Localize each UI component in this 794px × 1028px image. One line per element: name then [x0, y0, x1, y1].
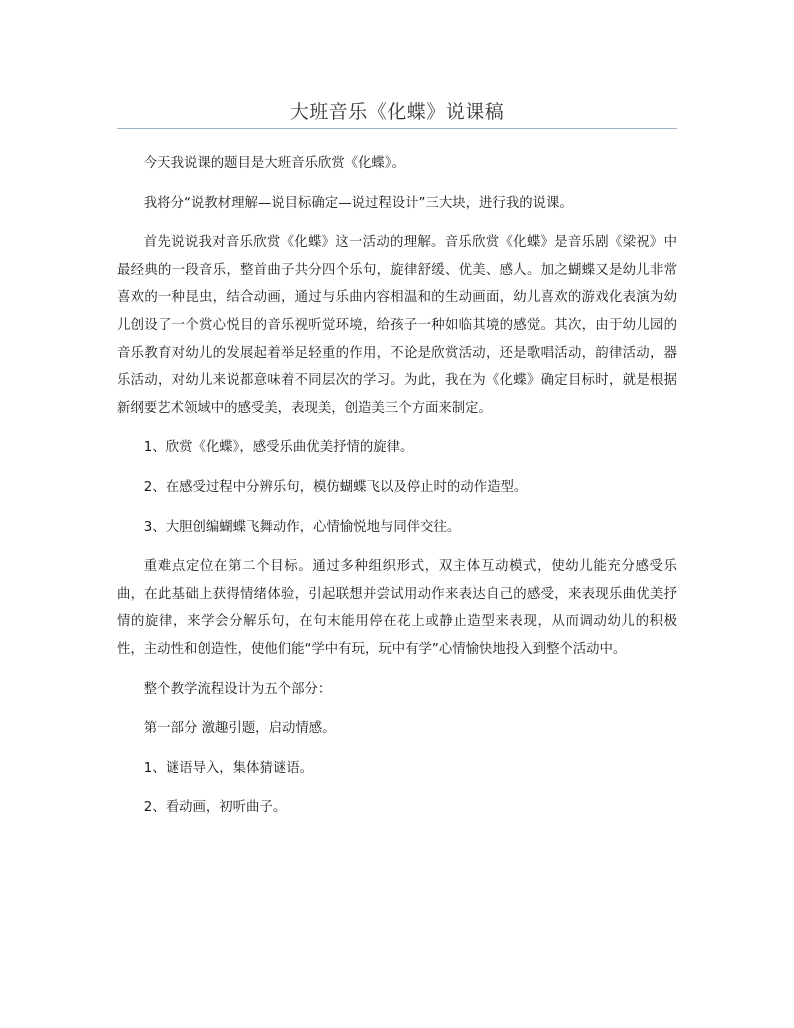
- paragraph: 首先说说我对音乐欣赏《化蝶》这一活动的理解。音乐欣赏《化蝶》是音乐剧《梁祝》中最经典的一段音乐，整首曲子共分四个乐句，旋律舒缓、优美、感人。加之蝴蝶又是幼儿非常喜欢的一种昆虫，结合动画，通过与乐曲内容相温和的生动画面，幼儿喜欢的游戏化表演为幼儿创设了一个赏心悦目的音乐视听觉环境，给孩子一种如临其境的感觉。其次，由于幼儿园的音乐教育对幼儿的发展起着举足轻重的作用，不论是欣赏活动，还是歌唱活动，韵律活动，器乐活动，对幼儿来说都意味着不同层次的学习。为此，我在为《化蝶》确定目标时，就是根据新纲要艺术领域中的感受美，表现美，创造美三个方面来制定。: [117, 235, 677, 416]
- list-item: 1、谜语导入，集体猜谜语。: [143, 760, 314, 776]
- title-divider: [117, 128, 677, 129]
- paragraph: 重难点定位在第二个目标。通过多种组织形式，双主体互动模式，使幼儿能充分感受乐曲，在此基础上获得情绪体验，引起联想并尝试用动作来表达自己的感受，来表现乐曲优美抒情的旋律，来学会分解乐句，在句末能用停在花上或静止造型来表现，从而调动幼儿的积极性，主动性和创造性，使他们能“学中有玩，玩中有学”心情愉快地投入到整个活动中。: [117, 559, 677, 657]
- section-heading: 第一部分 激趣引题，启动情感。: [143, 721, 336, 737]
- document-title: 大班音乐《化蝶》说课稿: [289, 101, 505, 123]
- document-body: [117, 150, 677, 834]
- paragraph: 整个教学流程设计为五个部分：: [143, 681, 332, 697]
- paragraph: 我将分“说教材理解—说目标确定—说过程设计”三大块，进行我的说课。: [143, 195, 573, 211]
- paragraph: 今天我说课的题目是大班音乐欣赏《化蝶》。: [143, 156, 405, 171]
- list-item: 3、大胆创编蝴蝶飞舞动作，心情愉悦地与同伴交往。: [143, 519, 461, 535]
- list-item: 1、欣赏《化蝶》，感受乐曲优美抒情的旋律。: [143, 440, 414, 456]
- list-item: 2、在感受过程中分辨乐句，模仿蝴蝶飞以及停止时的动作造型。: [143, 479, 528, 495]
- list-item: 2、看动画，初听曲子。: [143, 800, 287, 816]
